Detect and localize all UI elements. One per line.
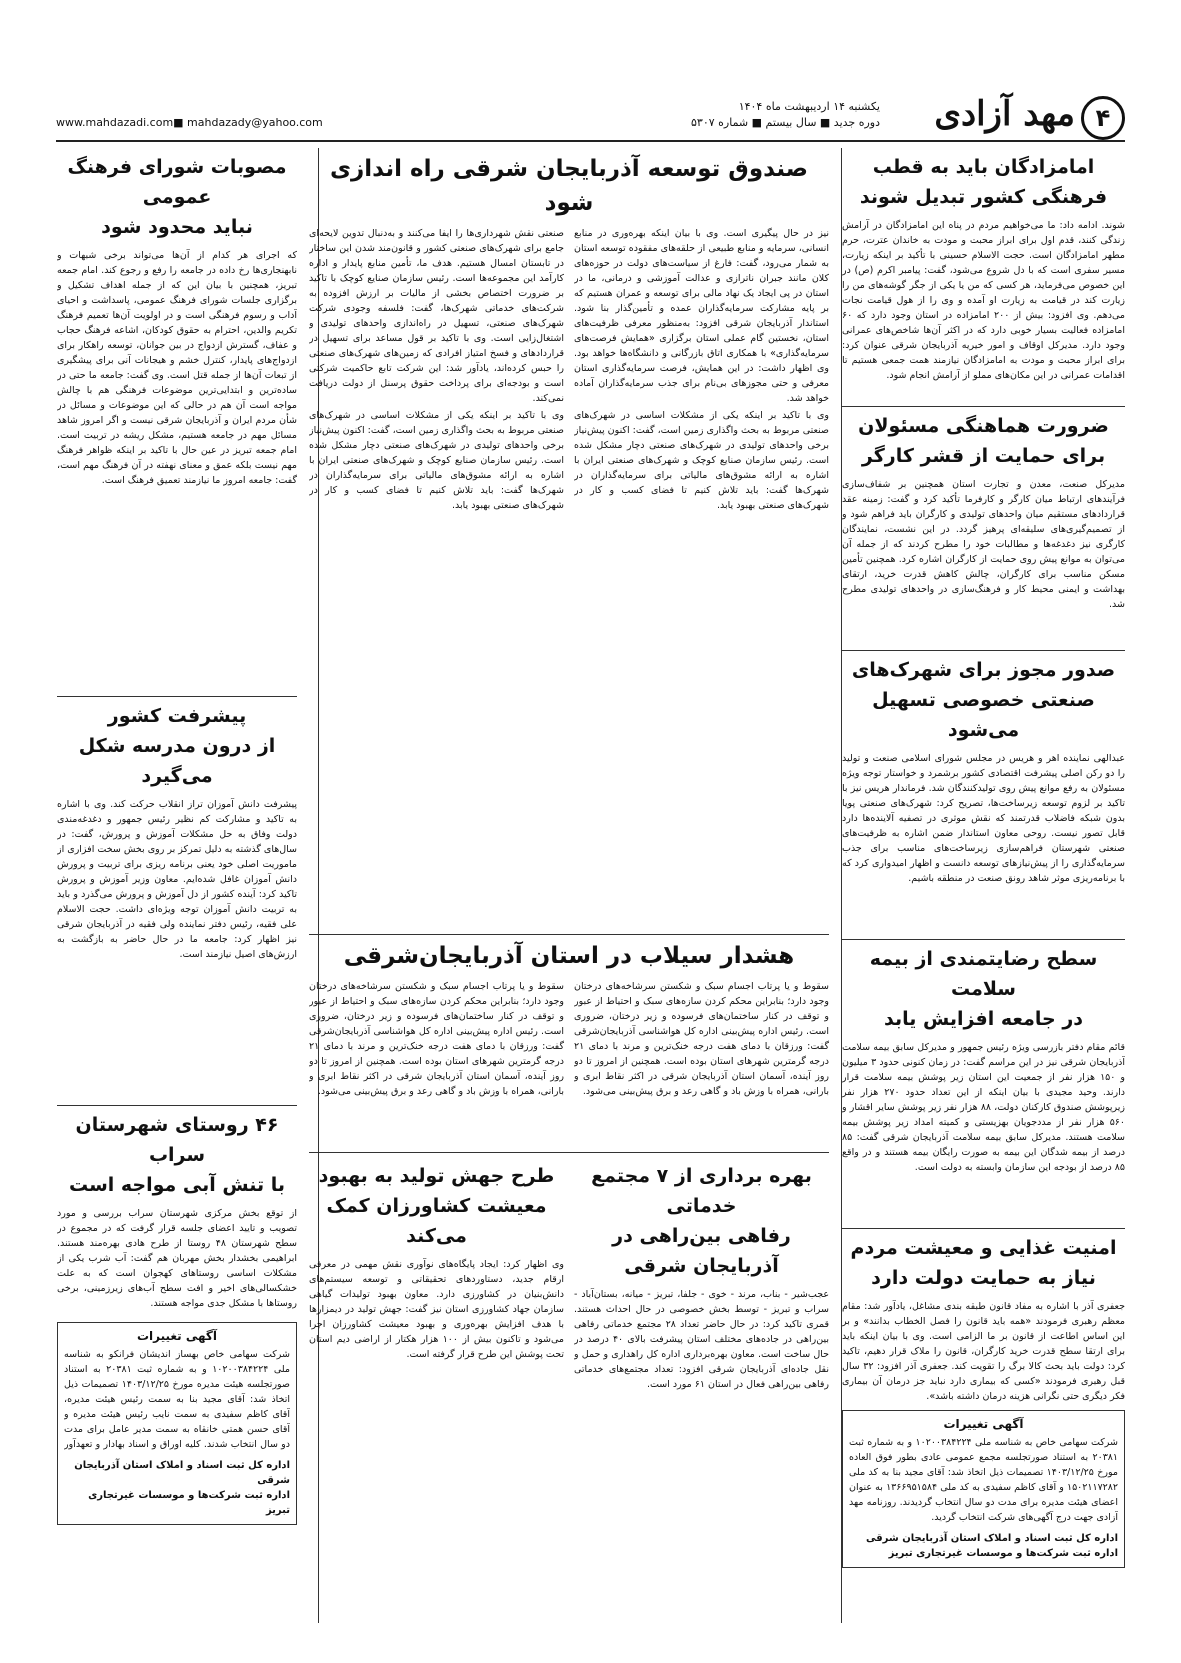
article-headline: سطح رضایتمندی از بیمه سلامت در جامعه افزایش یابد [869, 948, 1098, 1030]
article-body: که اجرای هر کدام از آن‌ها می‌تواند برخی شبهات و نابهنجاری‌ها رخ داده در جامعه را رفع و رجوع کند. امام جمعه تبریز، همچنین با بیان این که از جمله اهداف تشکیل و برگزاری جلسات شورای فرهنگ عمومی، پاسداشت و احیای آداب و رسوم فرهنگی است و در اولویت آن‌ها تعمیم فرهنگ تکریم والدین، احترام به حقوق کودکان، اشاعه فرهنگ حجاب و عفاف، گسترش ازدواج در بین جوانان، توسعه راهکار برای ازدواج‌های پایدار، کنترل خشم و هیجانات آنی برای پیشگیری از تبعات آن‌ها از جمله قتل است. وی گفت: جامعه ما حتی در ساده‌ترین و ابتدایی‌ترین موضوعات فرهنگی هم با چالش مواجه است آن هم در حالی که این موضوعات و مسائل در شأن مردم ایران و آذربایجان شرقی نیست و اگر امروز شاهد مسائل مهم در جامعه هستیم، مشکل ریشه در تربیت است. امام جمعه تبریز در عین حال با تاکید بر اینکه ظواهر فرهنگ مهم نیست بلکه عمق و معنای نهفته در آن فرهنگ مهم است، گفت: جامعه امروز ما نیازمند تعمیق فرهنگ است. [57, 250, 297, 486]
article-body: قائم مقام دفتر بازرسی ویژه رئیس جمهور و مدیرکل سابق بیمه سلامت آذربایجان شرقی نیز در این مراسم گفت: در زمان کنونی حدود ۳ میلیون و ۱۵۰ هزار نفر از جمعیت این استان زیر پوشش بیمه سلامت قرار دارند. وحید مجیدی با بیان اینکه از این تعداد حدود ۲۷۰ هزار نفر زیرپوشش صندوق کارکنان دولت، ۸۸ هزار نفر زیر پوشش سایر اقشار و ۵۶۰ هزار نفر از مددجویان بهزیستی و کمیته امداد زیر پوشش بیمه سلامت هستند. مدیرکل سابق بیمه سلامت آذربایجان شرقی گفت: ۸۵ درصد از بیمه شدگان این بیمه به صورت رایگان بیمه هستند و در واقع ۸۵ درصد از بودجه این سازمان وابسته به دولت است. [842, 1042, 1125, 1173]
article-headline: طرح جهش تولید به بهبود معیشت کشاورزان کمک می‌کند [318, 1165, 555, 1247]
notice-signature: اداره کل ثبت اسناد و املاک استان آذربایجان شرقی اداره ثبت شرکت‌ها و موسسات غیرتجاری تبریز [74, 1460, 290, 1516]
website-email[interactable]: www.mahdazadi.com■ mahdazady@yahoo.com [56, 116, 323, 129]
article-body: مدیرکل صنعت، معدن و تجارت استان همچنین بر شفاف‌سازی فرآیندهای ارتباط میان کارگر و کارفرما تأکید کرد و گفت: زمینه عقد قراردادهای مستقیم میان واحدهای تولیدی و کارگران باید فراهم شود و از تصمیم‌گیری‌های سلیقه‌ای پرهیز گردد. در این نشست، نمایندگان کارگری نیز دغدغه‌ها و مطالبات خود را مطرح کردند که از جمله آن می‌توان به موانع پیش روی حمایت از کارگران اشاره کرد. همچنین تأمین مسکن مناسب برای کارگران، چالش کاهش قدرت خرید، ارتقای بهداشت و ایمنی محیط کار و فرهنگ‌سازی در واحدهای تولیدی مطرح شد. [842, 479, 1125, 610]
article-headline: امامزادگان باید به قطب فرهنگی کشور تبدیل شوند [859, 156, 1108, 208]
legal-notice [842, 1410, 1125, 1568]
left-column [57, 148, 297, 1525]
notice-signature: اداره کل ثبت اسناد و املاک استان آذربایجان شرقی اداره ثبت شرکت‌ها و موسسات غیرتجاری تبریز [866, 1533, 1118, 1559]
article-body: سقوط و یا پرتاب اجسام سبک و شکستن سرشاخه‌های درختان وجود دارد؛ بنابراین محکم کردن سازه‌های سبک و احتیاط از عبور و توقف در کنار ساختمان‌های فرسوده و زیر درختان، ضروری است. رئیس اداره پیش‌بینی اداره کل هواشناسی آذربایجان‌شرقی گفت: ورزقان با دمای هفت درجه خنک‌ترین و مرند با دمای ۲۱ درجه گرمترین شهرهای استان بوده است. همچنین از امروز تا دو روز آینده، آسمان استان آذربایجان شرقی در اکثر نقاط ابری و بارانی، همراه با وزش باد و گاهی رعد و برق پیش‌بینی می‌شود. [309, 981, 564, 1097]
article-headline: بهره برداری از ۷ مجتمع خدماتی رفاهی بین‌راهی در آذربایجان شرقی [591, 1165, 812, 1277]
main-headline: صندوق توسعه آذربایجان شرقی راه اندازی شود [329, 156, 809, 216]
article-headline: مصوبات شورای فرهنگ عمومی نباید محدود شود [67, 156, 287, 238]
welfare-article [574, 1157, 829, 1587]
article-body: پیشرفت دانش آموزان تراز انقلاب حرکت کند. وی با اشاره به تاکید و مشارکت کم نظیر رئیس جمهور و دغدغه‌مندی دولت وفاق به حل مشکلات آموزش و پرورش، گفت: در سال‌های گذشته به دلیل تمرکز بر روی بخش سخت افزاری از ماموریت اصلی خود یعنی برنامه ریزی برای تربیت و پرورش دانش آموزان غافل شده‌ایم. معاون وزیر آموزش و پرورش تاکید کرد: آینده کشور از دل آموزش و پرورش می‌گذرد و باید به تربیت دانش آموزان توجه ویژه‌ای داشت. حجت الاسلام علی فقیه، رئیس دفتر نماینده ولی فقیه در آذربایجان شرقی نیز اظهار کرد: جامعه ما در حال حاضر به بازگشت به ارزش‌های اصیل نیازمند است. [57, 799, 297, 960]
article-body: شوند. ادامه داد: ما می‌خواهیم مردم در پناه این امامزادگان در آرامش زندگی کنند، قدم اول برای ابراز محبت و مودت به خاندان عترت، حرم مطهر امامزادگان است. حجت الاسلام حسینی با تأکید بر اینکه زیارت، مسیر سفری است که با دل شروع می‌شود، گفت: پیامبر اکرم (ص) در این خصوص می‌فرماید، هر کسی که من یا یکی از جگر گوشه‌های من را زیارت کند در قیامت به زیارت او آمده و وی را از هول قیامت نجات می‌دهم. وی افزود: بیش از ۲۰۰ امامزاده در استان وجود دارد که ۶۰ امامزاده فعالیت بسیار خوبی دارد که در اکثر آن‌ها شاخص‌های عمرانی وجود دارد. مدیرکل اوقاف و امور خیریه آذربایجان شرقی عنوان کرد: برای ابراز محبت و مودت به امامزادگان نیازمند همت جمعی هستیم تا اقدامات عمرانی در این مکان‌های مملو از آرامش انجام شود. [842, 220, 1125, 381]
notice-title: آگهی تغییرات [136, 1329, 218, 1343]
article-body: صنعتی نقش شهرداری‌ها را ایفا می‌کنند و به‌دنبال تدوین لایحه‌ای جامع برای شهرک‌های صنعتی کشور و قانون‌مند شدن این ساختار در تابستان امسال هستیم. هدف ما، تأمین منابع پایدار و اداره کارآمد این مجموعه‌ها است. رئیس سازمان صنایع کوچک با تاکید بر ضرورت اختصاص بخشی از مالیات بر ارزش افزوده به شرکت‌های خدماتی شهرک‌ها، گفت: فلسفه وجودی شرکت شهرک‌های صنعتی، تسهیل در راه‌اندازی واحدهای تولیدی و اشتغال‌زایی است. وی با تاکید بر قول مساعد برای تسهیل در قراردادهای و فسخ امتیاز افرادی که زمین‌های شهرک‌های صنعتی را حبس کرده‌اند، یادآور شد: این شرکت تابع حاکمیت شرکتی است و بودجه‌ای برای پرداخت حقوق پرسنل از دولت دریافت نمی‌کند. وی با تاکید بر اینکه یکی از مشکلات اساسی در شهرک‌های صنعتی مربوط به بحث واگذاری زمین است، گفت: اکنون پیش‌نیاز برخی واحدهای تولیدی در شهرک‌های صنعتی دچار مشکل شده است. رئیس سازمان صنایع کوچک و شهرک‌های صنعتی ایران با اشاره به ارائه مشوق‌های مالیاتی برای سرمایه‌گذاران در شهرک‌ها گفت: باید تلاش کنیم تا فضای کسب و کار در شهرک‌های صنعتی بهبود یابد. [309, 228, 564, 511]
issue-number: دوره جدید ■ سال بیستم ■ شماره ۵۳۰۷ [691, 116, 880, 129]
legal-notice [57, 1322, 297, 1525]
notice-title: آگهی تغییرات [943, 1417, 1024, 1431]
article-body: جعفری آذر با اشاره به مفاد قانون طبقه بندی مشاغل، یادآور شد: مقام معظم رهبری فرمودند «همه باید قانون را فصل الخطاب بدانند» و بر این اساس اطاعت از قانون بر ما الزامی است. وی با بیان اینکه باید برای ارتقا سطح قدرت خرید کارگران، قانون را ملاک قرار دهیم، تاکید کرد: دولت باید بحث کالا برگ را تقویت کند. جعفری آذر افزود: ۳۲ سال قبل رهبری فرمودند «کسی که بیماری دارد نباید جز درمان آن بیماری فکر دیگری حتی نگرانی هزینه درمان داشته باشد». [842, 1301, 1125, 1402]
article-body: عجب‌شیر - بناب، مرند - خوی - جلفا، تبریز - میانه، بستان‌آباد - سراب و تبریز - توسط بخش خصوصی در حال احداث هستند. قمری تاکید کرد: در حال حاضر تعداد ۲۸ مجتمع خدماتی رفاهی بین‌راهی در جاده‌های مختلف استان پیشرفت بالای ۴۰ درصد در حال ساخت است. معاون بهره‌برداری اداره کل راهداری و حمل و نقل جاده‌ای آذربایجان شرقی افزود: تعداد مجتمع‌های خدماتی رفاهی بین‌راهی فعال در استان ۶۱ مورد است. [574, 1289, 829, 1390]
masthead [56, 92, 1125, 142]
article-headline: امنیت غذایی و معیشت مردم نیاز به حمایت دولت دارد [850, 1237, 1117, 1289]
issue-date: یکشنبه ۱۴ اردیبهشت ماه ۱۴۰۴ [738, 100, 880, 113]
article-body: نیز در حال پیگیری است. وی با بیان اینکه بهره‌وری در منابع انسانی، سرمایه و منابع طبیعی از حلقه‌های مفقوده توسعه استان به شمار می‌رود، گفت: فارغ از سیاست‌های دولت در حوزه‌های کلان مانند جبران ناترازی و عدالت آموزشی و درمانی، ما در استان در پی ایجاد یک نهاد مالی برای توسعه و عمران هستیم که بر پایه مشارکت سرمایه‌گذاران عمده و تأمین‌گذار بنا شود. استاندار آذربایجان شرقی افزود: به‌منظور معرفی ظرفیت‌های استان، نخستین گام عملی استان برگزاری «همایش فرصت‌های سرمایه‌گذاری» با همکاری اتاق بازرگانی و دانشگاه‌ها خواهد بود. وی اظهار داشت: در این همایش، فرصت سرمایه‌گذاری استان معرفی و حتی مجوزهای بی‌نام برای جذب سرمایه‌گذاران آماده خواهد شد. وی با تاکید بر اینکه یکی از مشکلات اساسی در شهرک‌های صنعتی مربوط به بحث واگذاری زمین است، گفت: اکنون پیش‌نیاز برخی واحدهای تولیدی در شهرک‌های صنعتی دچار مشکل شده است. رئیس سازمان صنایع کوچک و شهرک‌های صنعتی ایران با اشاره به ارائه مشوق‌های مالیاتی برای سرمایه‌گذاران در شهرک‌ها گفت: باید تلاش کنیم تا فضای کسب و کار در شهرک‌های صنعتی بهبود یابد. [574, 228, 829, 511]
right-column [842, 148, 1125, 1568]
middle-column [309, 148, 829, 1587]
page-number: ۴ [1081, 96, 1125, 140]
newspaper-logo: مهد آزادی [934, 94, 1075, 134]
notice-body: شرکت سهامی خاص بهساز اندیشان فرانکو به شناسه ملی ۱۰۲۰۰۳۸۴۲۲۴ و به شماره ثبت ۲۰۳۸۱ به استناد صورتجلسه هیئت مدیره مورخ ۱۴۰۳/۱۲/۲۵ تصمیمات ذیل اتخاذ شد: آقای مجید بنا به سمت رئیس هیئت مدیره، آقای کاظم سفیدی به سمت نایب رئیس هیئت مدیره و آقای حسن همتی خانقاه به سمت مدیر عامل برای مدت دو سال انتخاب شدند. کلیه اوراق و اسناد بهادار و تعهدآور [64, 1349, 290, 1450]
article-headline: ضرورت هماهنگی مسئولان برای حمایت از قشر کارگر [858, 415, 1109, 467]
article-body: از توقع بخش مرکزی شهرستان سراب بررسی و مورد تصویب و تایید اعضای جلسه قرار گرفت که در مجموع در سطح شهرستان ۴۸ روستا از طرح هادی بهره‌مند هستند. ابراهیمی بخشدار بخش مهربان هم گفت: آب شرب یکی از مشکلات اساسی روستاهای کهجوان است که به علت خشکسالی‌های اخیر و افت سطح آب‌های زیرزمینی، برخی روستاها با مشکل جدی مواجه هستند. [57, 1208, 297, 1309]
article-body: سقوط و یا پرتاب اجسام سبک و شکستن سرشاخه‌های درختان وجود دارد؛ بنابراین محکم کردن سازه‌های سبک و احتیاط از عبور و توقف در کنار ساختمان‌های فرسوده و زیر درختان، ضروری است. رئیس اداره پیش‌بینی اداره کل هواشناسی آذربایجان‌شرقی گفت: ورزقان با دمای هفت درجه خنک‌ترین و مرند با دمای ۲۱ درجه گرمترین شهرهای استان بوده است. همچنین از امروز تا دو روز آینده، آسمان استان آذربایجان شرقی در اکثر نقاط ابری و بارانی، همراه با وزش باد و گاهی رعد و برق پیش‌بینی می‌شود. [574, 981, 829, 1097]
article-headline: هشدار سیلاب در استان آذربایجان‌شرقی [343, 943, 795, 969]
notice-body: شرکت سهامی خاص به شناسه ملی ۱۰۲۰۰۳۸۴۲۲۴ و به شماره ثبت ۲۰۳۸۱ به استناد صورتجلسه مجمع عمومی عادی بطور فوق العاده مورخ ۱۴۰۳/۱۲/۲۵ تصمیمات ذیل اتخاذ شد: آقای مجید بنا به کد ملی ۱۵۰۲۱۱۷۲۸۲ و آقای کاظم سفیدی به کد ملی ۱۳۶۶۹۵۱۵۸۴ به عنوان اعضای هیئت مدیره برای مدت دو سال انتخاب گردیدند. روزنامه مهد آزادی جهت درج آگهی‌های شرکت انتخاب گردید. [849, 1437, 1118, 1523]
farm-article [309, 1157, 564, 1587]
article-headline: ۴۶ روستای شهرستان سراب با تنش آبی مواجه است [68, 1114, 286, 1196]
article-headline: صدور مجوز برای شهرک‌های صنعتی خصوصی تسهیل می‌شود [851, 659, 1116, 741]
article-body: عبدالهی نماینده اهر و هریس در مجلس شورای اسلامی صنعت و تولید را دو رکن اصلی پیشرفت اقتصادی کشور برشمرد و خواستار توجه ویژه مسئولان به رفع موانع پیش روی تولیدکنندگان شد. فرماندار هریس نیز با تاکید بر لزوم توسعه زیرساخت‌ها، تصریح کرد: شهرک‌های صنعتی پویا بدون شبکه فاضلاب قدرتمند که نقش موثری در تصفیه آلاینده‌ها دارد قابل تصور نیست. روحی معاون استاندار ضمن اشاره به ظرفیت‌های صنعتی شهرستان فراهم‌سازی زیرساخت‌های مناسب برای جذب سرمایه‌گذاری را از پیش‌نیازهای توسعه دانست و اظهار امیدواری کرد که با برنامه‌ریزی موثر شاهد رونق صنعت در منطقه باشیم. [842, 753, 1125, 884]
article-body: وی اظهار کرد: ایجاد پایگاه‌های نوآوری نقش مهمی در معرفی ارقام جدید، دستاوردهای تحقیقاتی و توسعه سیستم‌های دانش‌بنیان در کشاورزی دارد. معاون بهبود تولیدات گیاهی سازمان جهاد کشاورزی استان نیز گفت: جهش تولید در دیمزارها با هدف افزایش بهره‌وری و بهبود معیشت کشاورزان اجرا می‌شود و تاکنون بیش از ۱۰۰ هزار هکتار از اراضی دیم استان تحت پوشش این طرح قرار گرفته است. [309, 1259, 564, 1360]
article-headline: پیشرفت کشور از درون مدرسه شکل می‌گیرد [78, 705, 276, 787]
